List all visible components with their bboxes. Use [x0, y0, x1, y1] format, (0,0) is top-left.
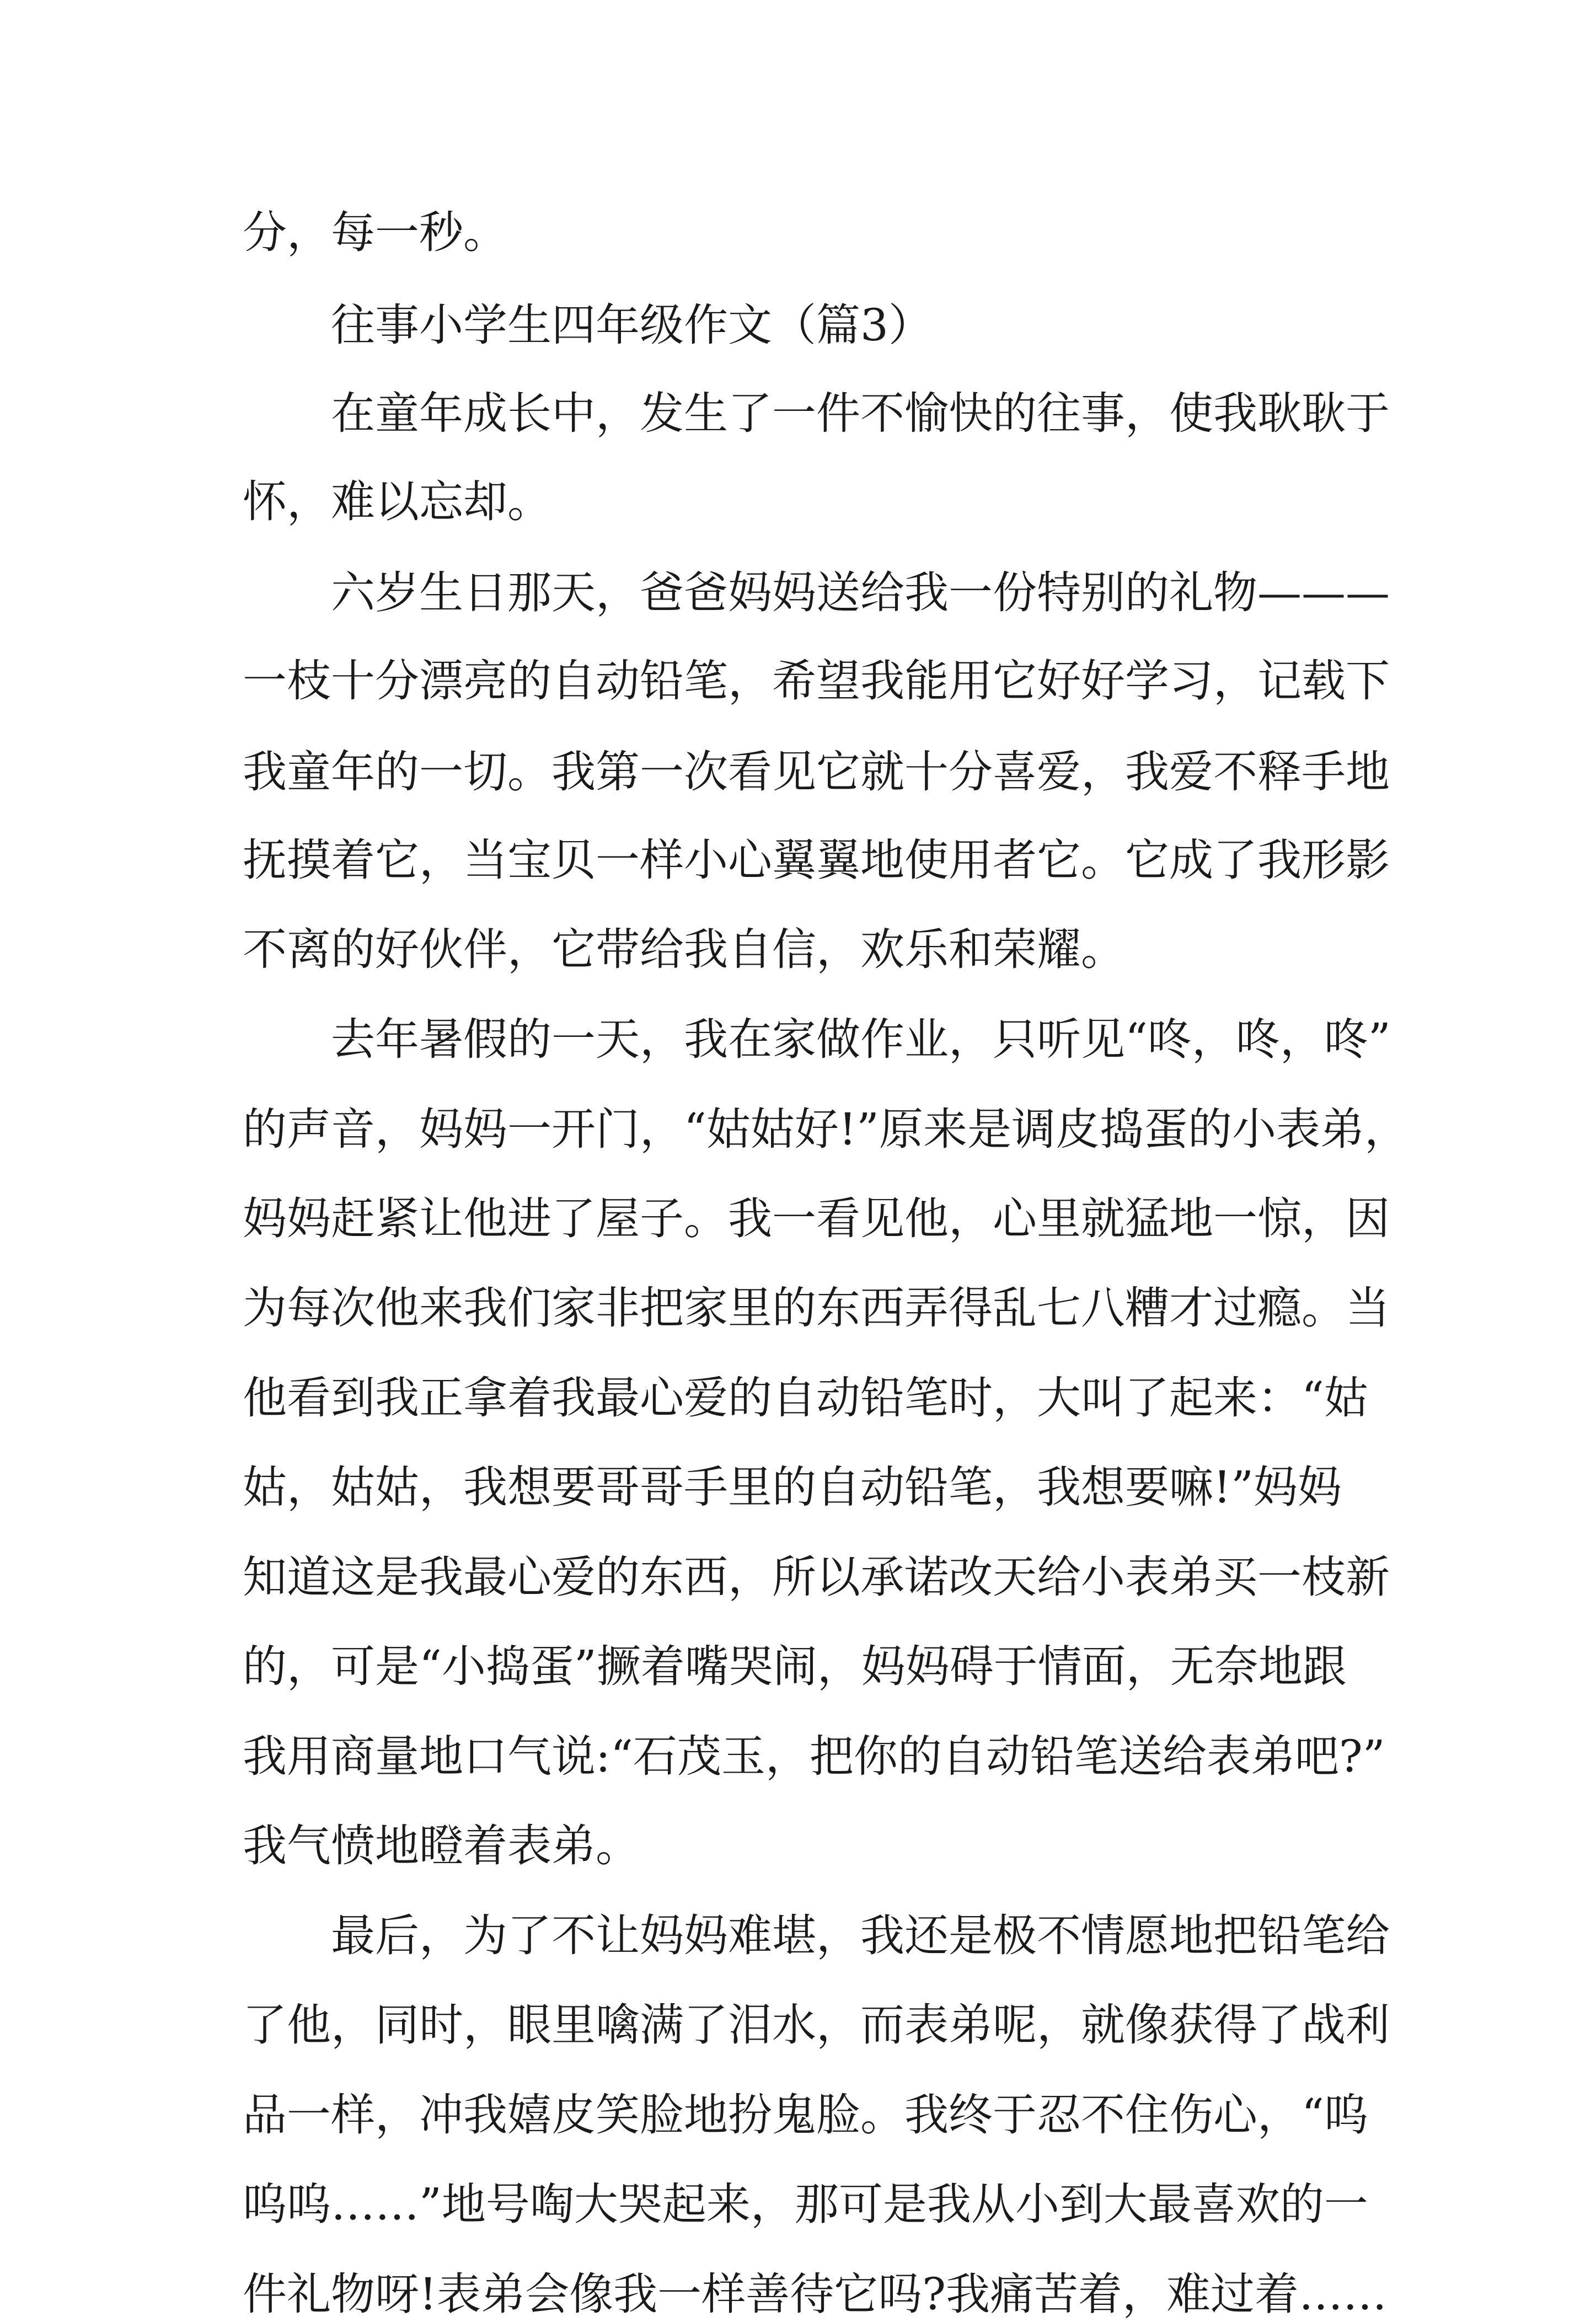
section-heading: 往事小学生四年级作文（篇3）	[331, 299, 933, 351]
text-line: 品一样，冲我嬉皮笑脸地扮鬼脸。我终于忍不住伤心，“呜	[243, 2089, 1368, 2141]
text-line: 最后，为了不让妈妈难堪，我还是极不情愿地把铅笔给	[331, 1910, 1390, 1961]
text-line: 我气愤地瞪着表弟。	[243, 1820, 640, 1871]
text-line: 六岁生日那天，爸爸妈妈送给我一份特别的礼物———	[331, 567, 1390, 618]
text-line: 妈妈赶紧让他进了屋子。我一看见他，心里就猛地一惊，因	[243, 1193, 1390, 1244]
text-line: 他看到我正拿着我最心爱的自动铅笔时，大叫了起来：“姑	[243, 1372, 1368, 1424]
text-line: 我用商量地口气说:“石茂玉，把你的自动铅笔送给表弟吧?”	[243, 1731, 1385, 1782]
text-line: 在童年成长中，发生了一件不愉快的往事，使我耿耿于	[331, 388, 1390, 439]
text-line: 抚摸着它，当宝贝一样小心翼翼地使用者它。它成了我形影	[243, 834, 1390, 886]
text-line: 知道这是我最心爱的东西，所以承诺改天给小表弟买一枝新	[243, 1551, 1390, 1603]
text-line: 去年暑假的一天，我在家做作业，只听见“咚，咚，咚”	[331, 1014, 1391, 1065]
text-line: 姑，姑姑，我想要哥哥手里的自动铅笔，我想要嘛!”妈妈	[243, 1462, 1342, 1513]
text-line: 怀，难以忘却。	[243, 476, 551, 527]
text-line: 分，每一秒。	[243, 207, 507, 258]
text-line: 为每次他来我们家非把家里的东西弄得乱七八糟才过瘾。当	[243, 1282, 1390, 1334]
text-line: 的声音，妈妈一开门，“姑姑好!”原来是调皮捣蛋的小表弟，	[243, 1104, 1408, 1155]
text-line: 不离的好伙伴，它带给我自信，欢乐和荣耀。	[243, 924, 1125, 975]
text-line: 一枝十分漂亮的自动铅笔，希望我能用它好好学习，记载下	[243, 655, 1390, 707]
text-line: 我童年的一切。我第一次看见它就十分喜爱，我爱不释手地	[243, 746, 1390, 798]
text-line: 呜呜……”地号啕大哭起来，那可是我从小到大最喜欢的一	[243, 2179, 1368, 2230]
text-line: 的，可是“小捣蛋”撅着嘴哭闹，妈妈碍于情面，无奈地跟	[243, 1641, 1347, 1692]
text-line: 了他，同时，眼里噙满了泪水，而表弟呢，就像获得了战利	[243, 1999, 1390, 2051]
text-line: 件礼物呀!表弟会像我一样善待它吗?我痛苦着，难过着……	[243, 2269, 1388, 2320]
